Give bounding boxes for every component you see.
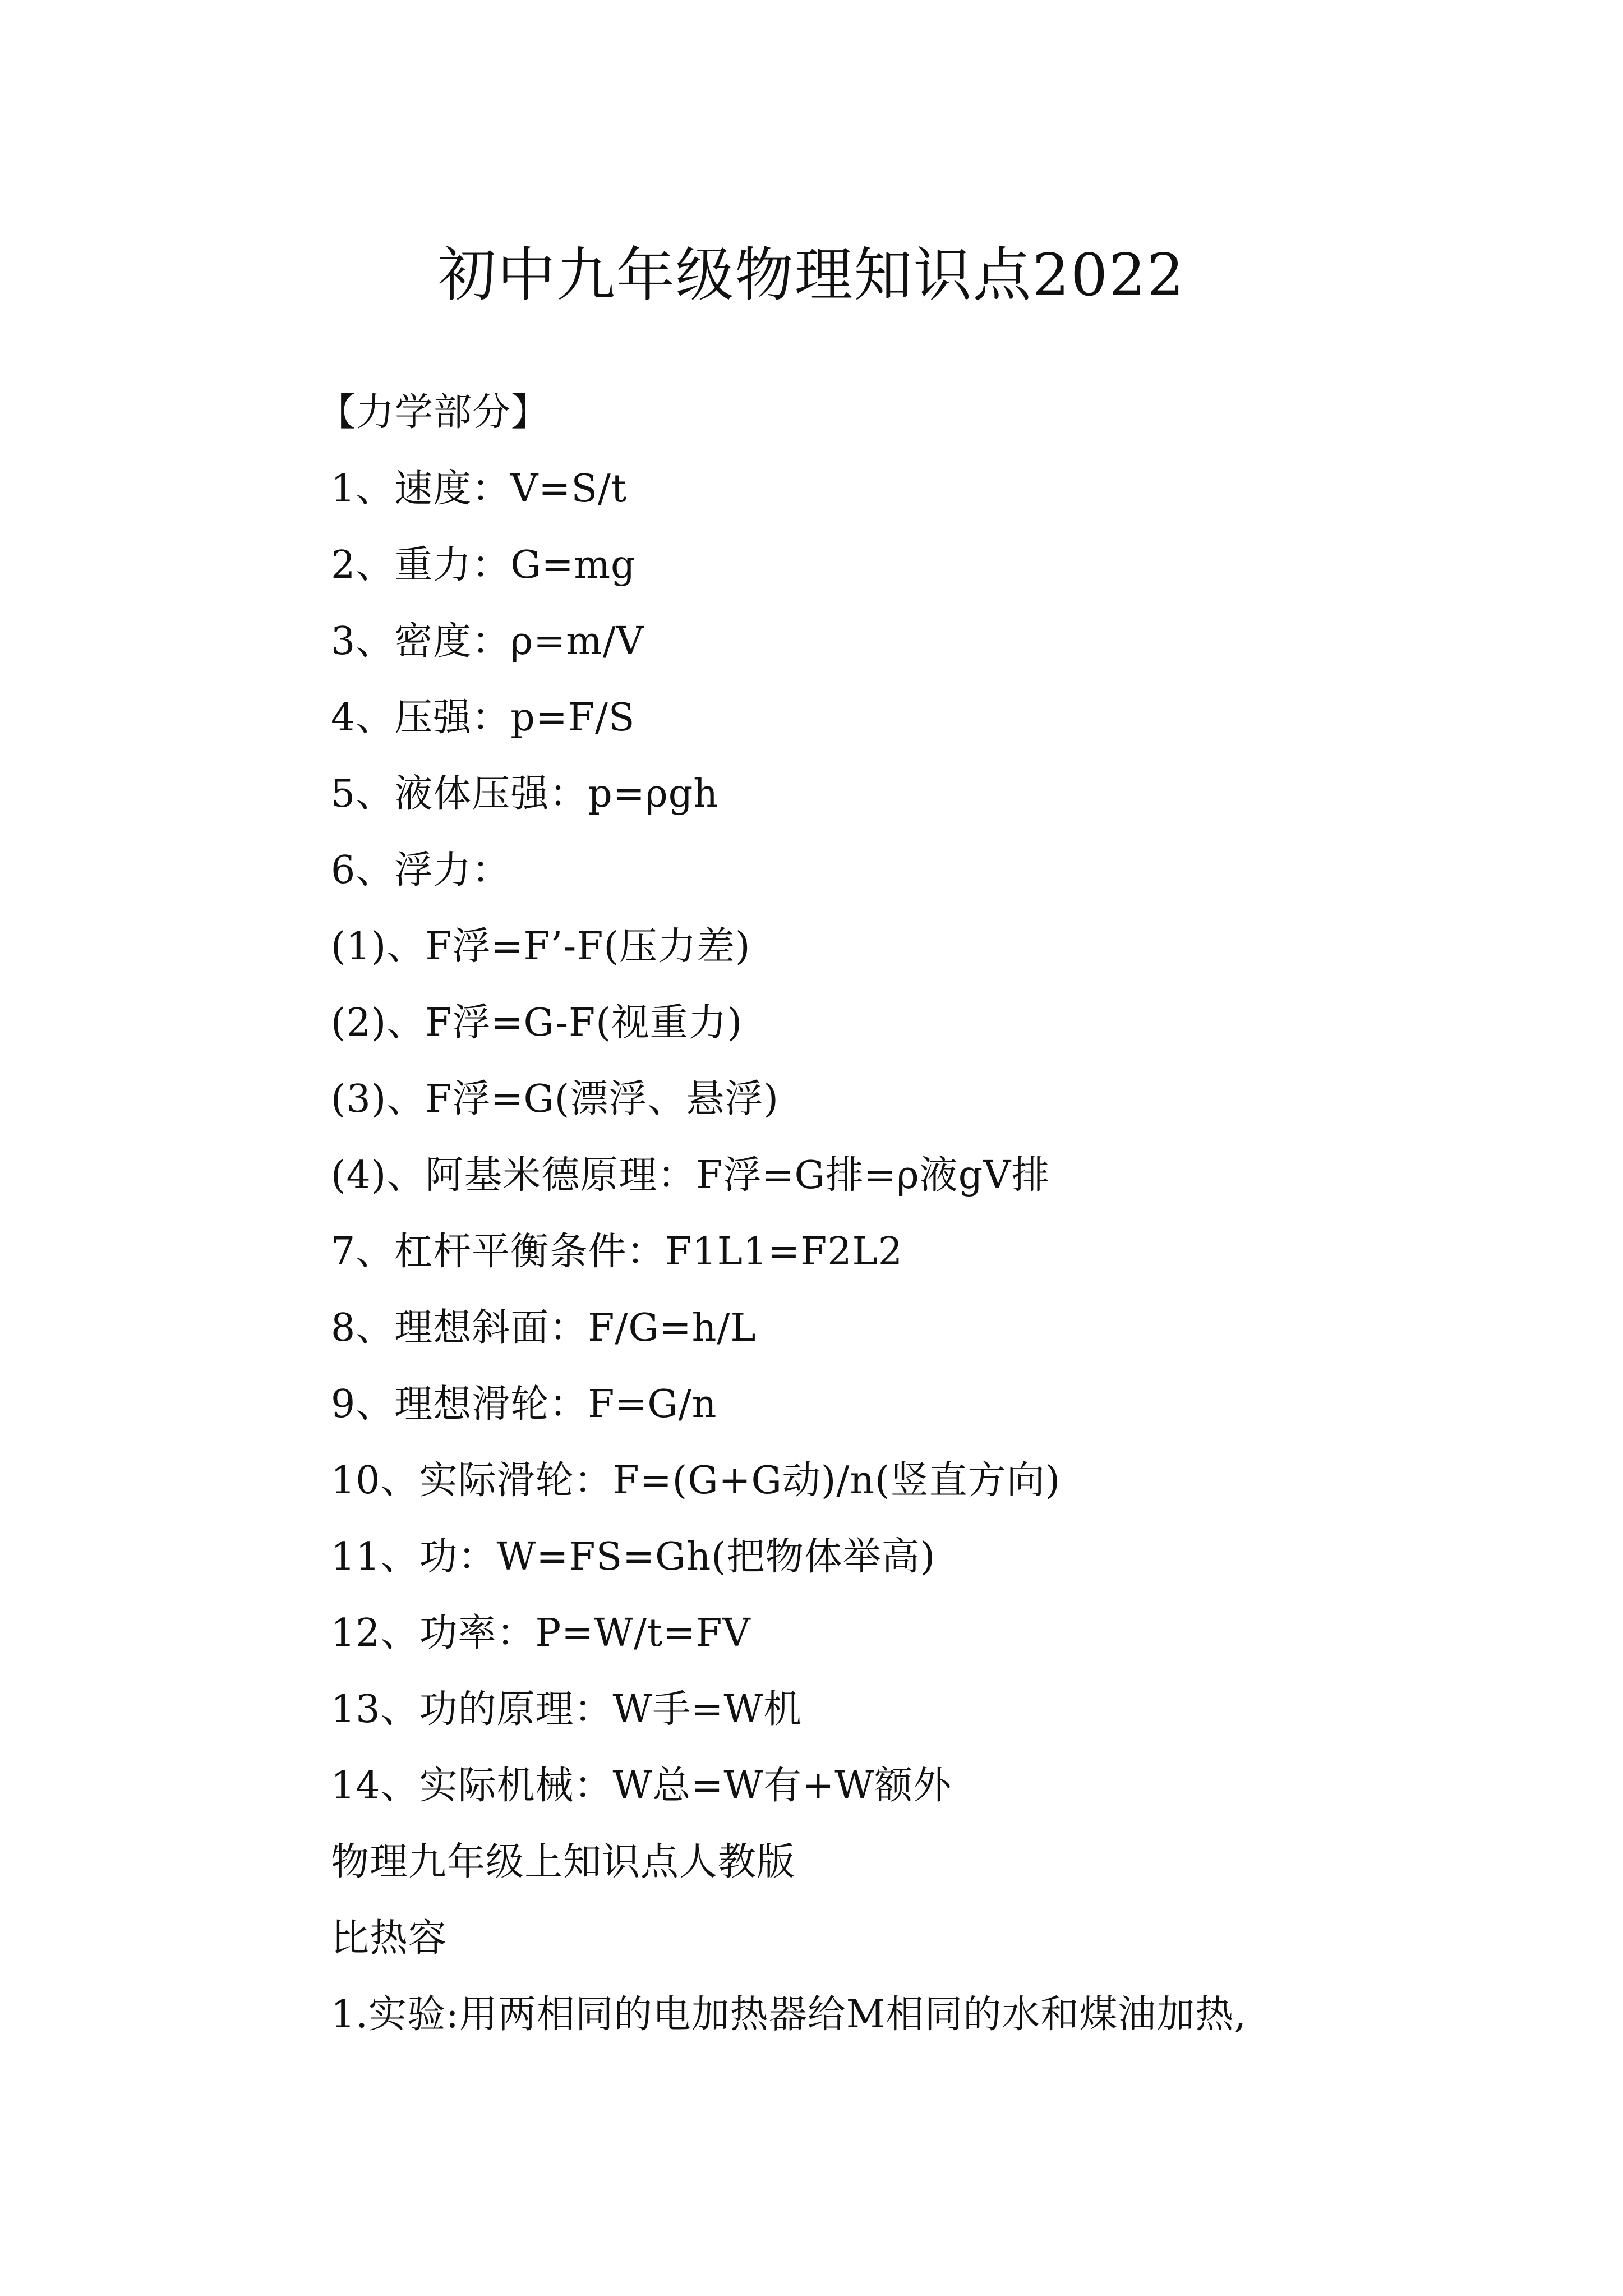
formula-line: 8、理想斜面：F/G=h/L (331, 1306, 757, 1350)
subheading-line: 比热容 (331, 1916, 448, 1961)
formula-line: 6、浮力： (331, 848, 511, 892)
formula-subline: (2)、F浮=G-F(视重力) (331, 1001, 743, 1045)
formula-line: 12、功率：P=W/t=FV (331, 1611, 751, 1655)
formula-line: 7、杠杆平衡条件：F1L1=F2L2 (331, 1230, 903, 1274)
formula-subline: (3)、F浮=G(漂浮、悬浮) (331, 1077, 779, 1121)
formula-line: 1、速度：V=S/t (331, 467, 628, 511)
section-heading: 【力学部分】 (317, 390, 550, 435)
formula-line: 3、密度：ρ=m/V (331, 619, 644, 664)
document-body (317, 375, 1565, 2053)
subheading-line: 物理九年级上知识点人教版 (331, 1840, 796, 1884)
formula-line: 9、理想滑轮：F=G/n (331, 1382, 717, 1427)
formula-line: 13、功的原理：W手=W机 (331, 1687, 803, 1732)
formula-line: 2、重力：G=mg (331, 543, 636, 587)
formula-line: 4、压强：p=F/S (331, 696, 635, 740)
formula-line: 14、实际机械：W总=W有+W额外 (331, 1764, 952, 1808)
formula-subline: (1)、F浮=F’-F(压力差) (331, 924, 751, 969)
document-title: 初中九年级物理知识点2022 (437, 240, 1186, 309)
formula-subline: (4)、阿基米德原理：F浮=G排=ρ液gV排 (331, 1153, 1050, 1198)
formula-line: 5、液体压强：p=ρgh (331, 772, 719, 816)
formula-line: 11、功：W=FS=Gh(把物体举高) (331, 1535, 936, 1579)
formula-line: 10、实际滑轮：F=(G+G动)/n(竖直方向) (331, 1458, 1061, 1503)
paragraph-line: 1.实验:用两相同的电加热器给M相同的水和煤油加热, (331, 1993, 1247, 2037)
